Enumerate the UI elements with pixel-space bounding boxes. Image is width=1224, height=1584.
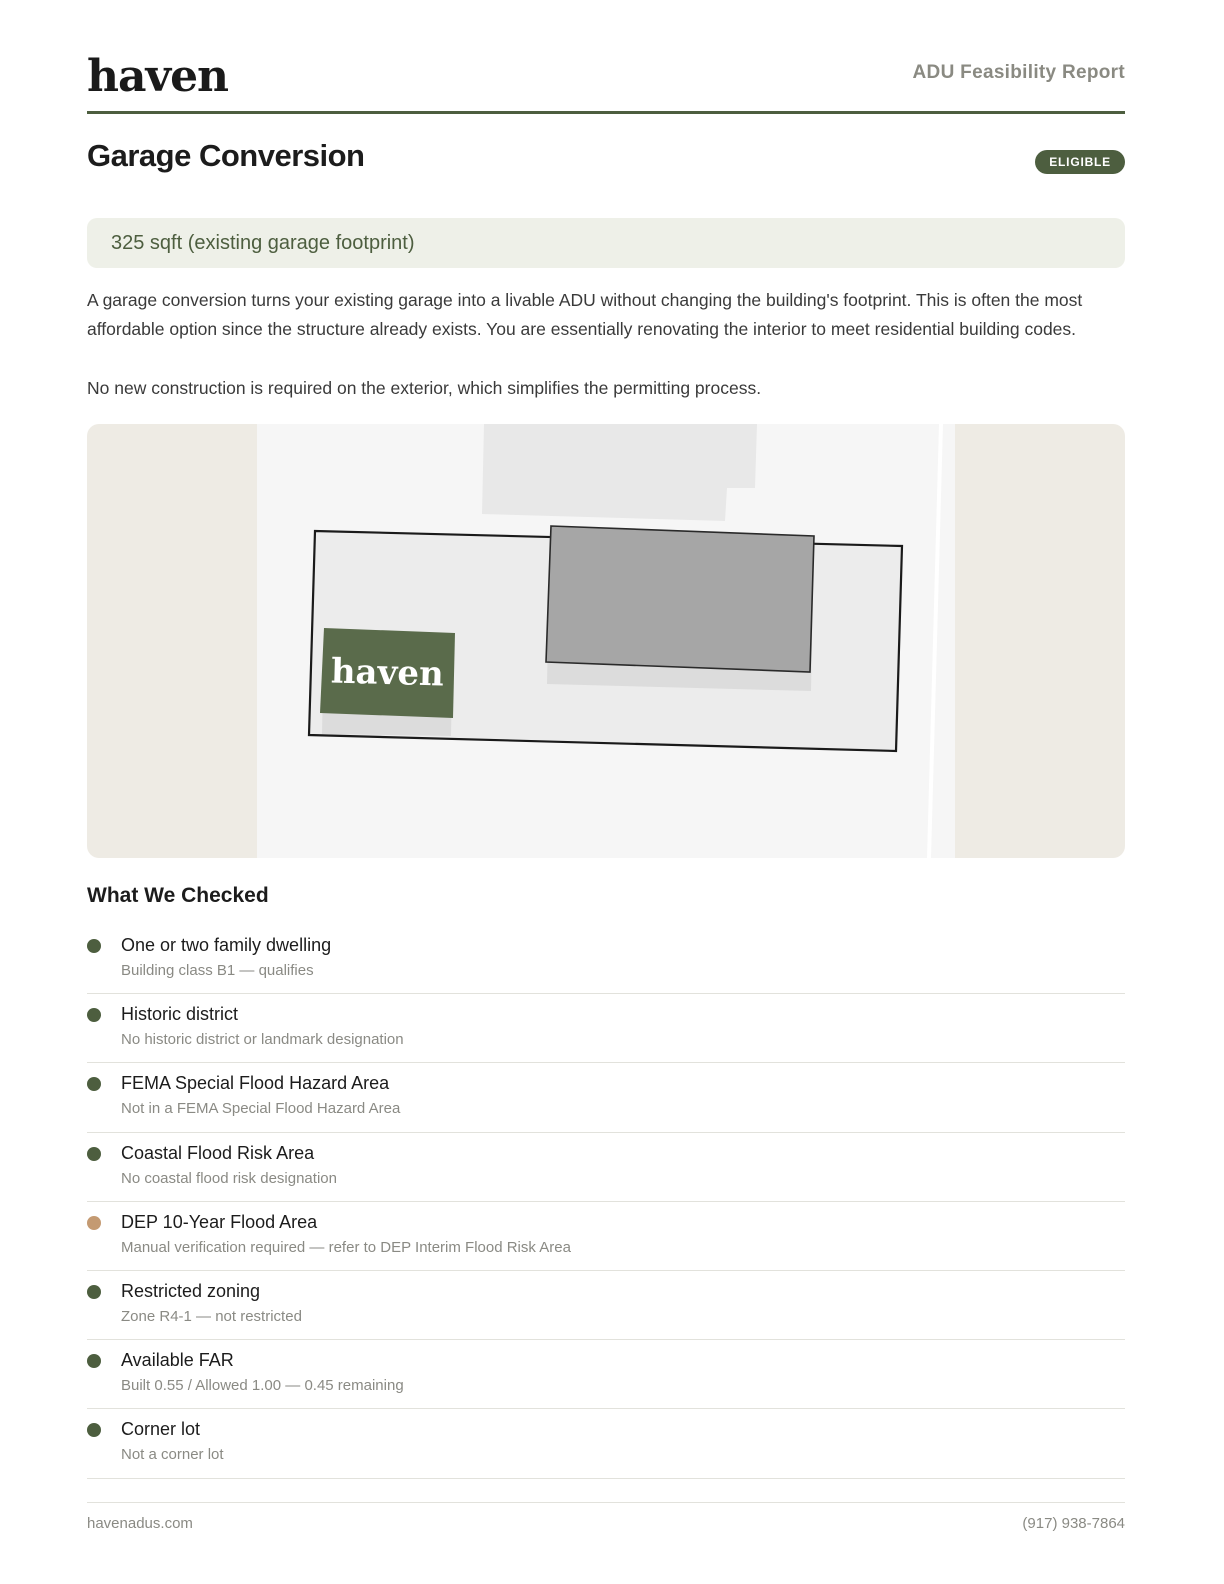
pass-status-dot-icon	[87, 1423, 101, 1437]
check-detail: Manual verification required — refer to DEP Interim Flood Risk Area	[121, 1238, 571, 1256]
site-plan-svg	[87, 424, 1125, 858]
pass-status-dot-icon	[87, 1077, 101, 1091]
adu-label: haven	[330, 651, 445, 695]
check-detail: No coastal flood risk designation	[121, 1169, 337, 1187]
check-item	[87, 994, 1125, 1063]
pass-status-dot-icon	[87, 1008, 101, 1022]
checks-list	[87, 925, 1125, 1479]
check-item	[87, 1340, 1125, 1409]
main-building	[546, 526, 814, 672]
check-label: One or two family dwelling	[121, 935, 332, 955]
report-header	[87, 52, 1125, 114]
check-item	[87, 1063, 1125, 1132]
report-type-label: ADU Feasibility Report	[912, 62, 1125, 83]
check-label: Restricted zoning	[121, 1280, 261, 1301]
check-detail: Building class B1 — qualifies	[121, 962, 314, 979]
check-detail: No historic district or landmark designation	[121, 1031, 404, 1049]
pass-status-dot-icon	[87, 939, 101, 953]
page-title: Garage Conversion	[87, 138, 365, 173]
check-label: FEMA Special Flood Hazard Area	[121, 1073, 390, 1094]
check-label: DEP 10-Year Flood Area	[121, 1211, 318, 1232]
pass-status-dot-icon	[87, 1285, 101, 1299]
check-item	[87, 1133, 1125, 1202]
page-footer	[87, 1502, 1125, 1542]
check-item	[87, 1409, 1125, 1478]
check-item	[87, 1271, 1125, 1340]
check-item	[87, 925, 1125, 994]
neighbor-building	[482, 424, 757, 521]
website-text: havenadus.com	[87, 1515, 193, 1532]
check-label: Coastal Flood Risk Area	[121, 1142, 315, 1163]
site-plan-map	[87, 424, 1125, 858]
review-status-dot-icon	[87, 1216, 101, 1230]
permitting-note: No new construction is required on the exterior, which simplifies the permitting process.	[87, 378, 762, 398]
description-paragraph: A garage conversion turns your existing garage into a livable ADU without changing the building's footprint. This is often the most affordable option since the structure already exists. You are essentially renovating the interior to meet residential building codes.	[87, 290, 1083, 339]
haven-logo: haven	[87, 51, 229, 102]
check-detail: Zone R4-1 — not restricted	[121, 1307, 302, 1325]
size-summary: 325 sqft (existing garage footprint)	[87, 218, 1125, 268]
check-item	[87, 1202, 1125, 1271]
pass-status-dot-icon	[87, 1147, 101, 1161]
status-badge: ELIGIBLE	[1035, 150, 1125, 174]
phone-text: (917) 938-7864	[1022, 1515, 1125, 1532]
pass-status-dot-icon	[87, 1354, 101, 1368]
check-detail: Not in a FEMA Special Flood Hazard Area	[121, 1100, 401, 1118]
report-page	[87, 0, 1125, 1584]
check-detail: Built 0.55 / Allowed 1.00 — 0.45 remaining	[121, 1377, 404, 1395]
checks-heading: What We Checked	[87, 884, 269, 907]
check-label: Historic district	[121, 1004, 239, 1025]
check-label: Corner lot	[121, 1419, 201, 1440]
check-label: Available FAR	[121, 1350, 234, 1371]
check-detail: Not a corner lot	[121, 1446, 224, 1464]
